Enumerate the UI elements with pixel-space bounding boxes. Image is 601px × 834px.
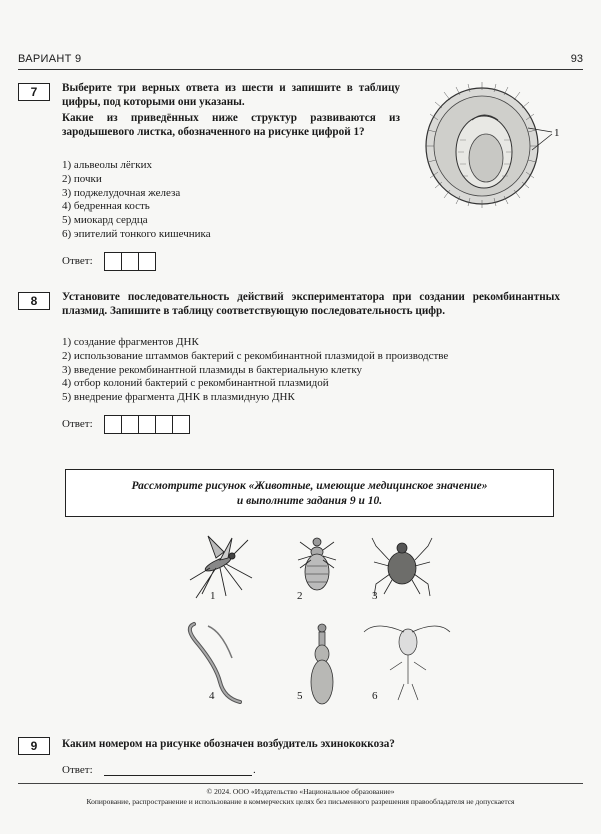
question-8-text: Установите последовательность действий экспериментатора при создании рекомбинантных плазмид. Запишите в таблицу соответствующую последовательность цифр. [62, 291, 560, 317]
option: 3) введение рекомбинантной плазмиды в бактериальную клетку [62, 363, 363, 376]
answer-cell[interactable] [121, 415, 139, 434]
option: 3) поджелудочная железа [62, 186, 181, 199]
answer-cell[interactable] [155, 415, 173, 434]
cyclops-drawing [364, 626, 450, 700]
variant-title: ВАРИАНТ 9 [18, 53, 82, 65]
option: 1) альвеолы лёгких [62, 159, 153, 171]
option: 4) отбор колоний бактерий с рекомбинантной плазмидой [62, 377, 329, 390]
instruction-line-2: и выполните задания 9 и 10. [236, 495, 383, 507]
animals-row-2 [180, 618, 450, 708]
question-7-answer-label: Ответ: [62, 255, 93, 267]
figure-label: 2 [297, 590, 303, 602]
question-7-text: Какие из приведённых ниже структур развиваются из зародышевого листка, обозначенного на рисунке цифрой 1? [62, 112, 400, 138]
footer-copyright: © 2024. ООО «Издательство «Национальное образование» [206, 787, 395, 796]
answer-cell[interactable] [121, 252, 139, 271]
header-divider [18, 69, 583, 70]
option: 6) эпителий тонкого кишечника [62, 227, 211, 240]
answer-cell[interactable] [104, 415, 122, 434]
answer-cell[interactable] [138, 252, 156, 271]
option: 5) внедрение фрагмента ДНК в плазмидную ДНК [62, 391, 295, 404]
page-header [18, 53, 583, 69]
tapeworm-drawing [311, 624, 333, 704]
question-8-answer-cells[interactable] [104, 415, 189, 434]
figure-label: 1 [210, 590, 216, 602]
mosquito-drawing [190, 536, 252, 598]
instruction-line-1: Рассмотрите рисунок «Животные, имеющие медицинское значение» [131, 480, 488, 492]
figure-instruction-box [65, 469, 554, 517]
option: 1) создание фрагментов ДНК [62, 336, 199, 348]
question-9-text: Каким номером на рисунке обозначен возбудитель эхинококкоза? [62, 738, 395, 750]
figure-label: 5 [297, 690, 303, 702]
gastrula-figure [420, 80, 570, 220]
tick-drawing [372, 538, 432, 596]
answer-period: . [253, 764, 256, 776]
question-9-number: 9 [18, 737, 50, 755]
question-9-answer-label: Ответ: [62, 764, 93, 776]
option: 2) использование штаммов бактерий с рекомбинантной плазмидой в производстве [62, 349, 449, 362]
answer-cell[interactable] [104, 252, 122, 271]
question-8-number: 8 [18, 292, 50, 310]
footer-notice: Копирование, распространение и использование в коммерческих целях без письменного разрешения правообладателя не допускается [86, 797, 515, 806]
figure-label: 3 [372, 590, 378, 602]
figure-label: 6 [372, 690, 378, 702]
louse-drawing [298, 538, 336, 590]
question-7-number: 7 [18, 83, 50, 101]
option: 5) миокард сердца [62, 214, 148, 227]
answer-cell[interactable] [172, 415, 190, 434]
footer-divider [18, 783, 583, 784]
answer-cell[interactable] [138, 415, 156, 434]
figure-label: 4 [209, 690, 215, 702]
question-8-answer-label: Ответ: [62, 418, 93, 430]
question-7-answer-cells[interactable] [104, 252, 155, 271]
question-8-options [62, 336, 448, 405]
option: 2) почки [62, 172, 102, 185]
animals-row-1 [180, 528, 450, 618]
question-7-options [62, 159, 211, 242]
question-9-answer-line[interactable] [104, 775, 252, 776]
option: 4) бедренная кость [62, 200, 150, 213]
question-7-instruction: Выберите три верных ответа из шести и запишите в таблицу цифры, под которыми они указаны. [62, 82, 400, 108]
page-number: 93 [570, 53, 583, 65]
figure-label-1: 1 [554, 127, 560, 139]
